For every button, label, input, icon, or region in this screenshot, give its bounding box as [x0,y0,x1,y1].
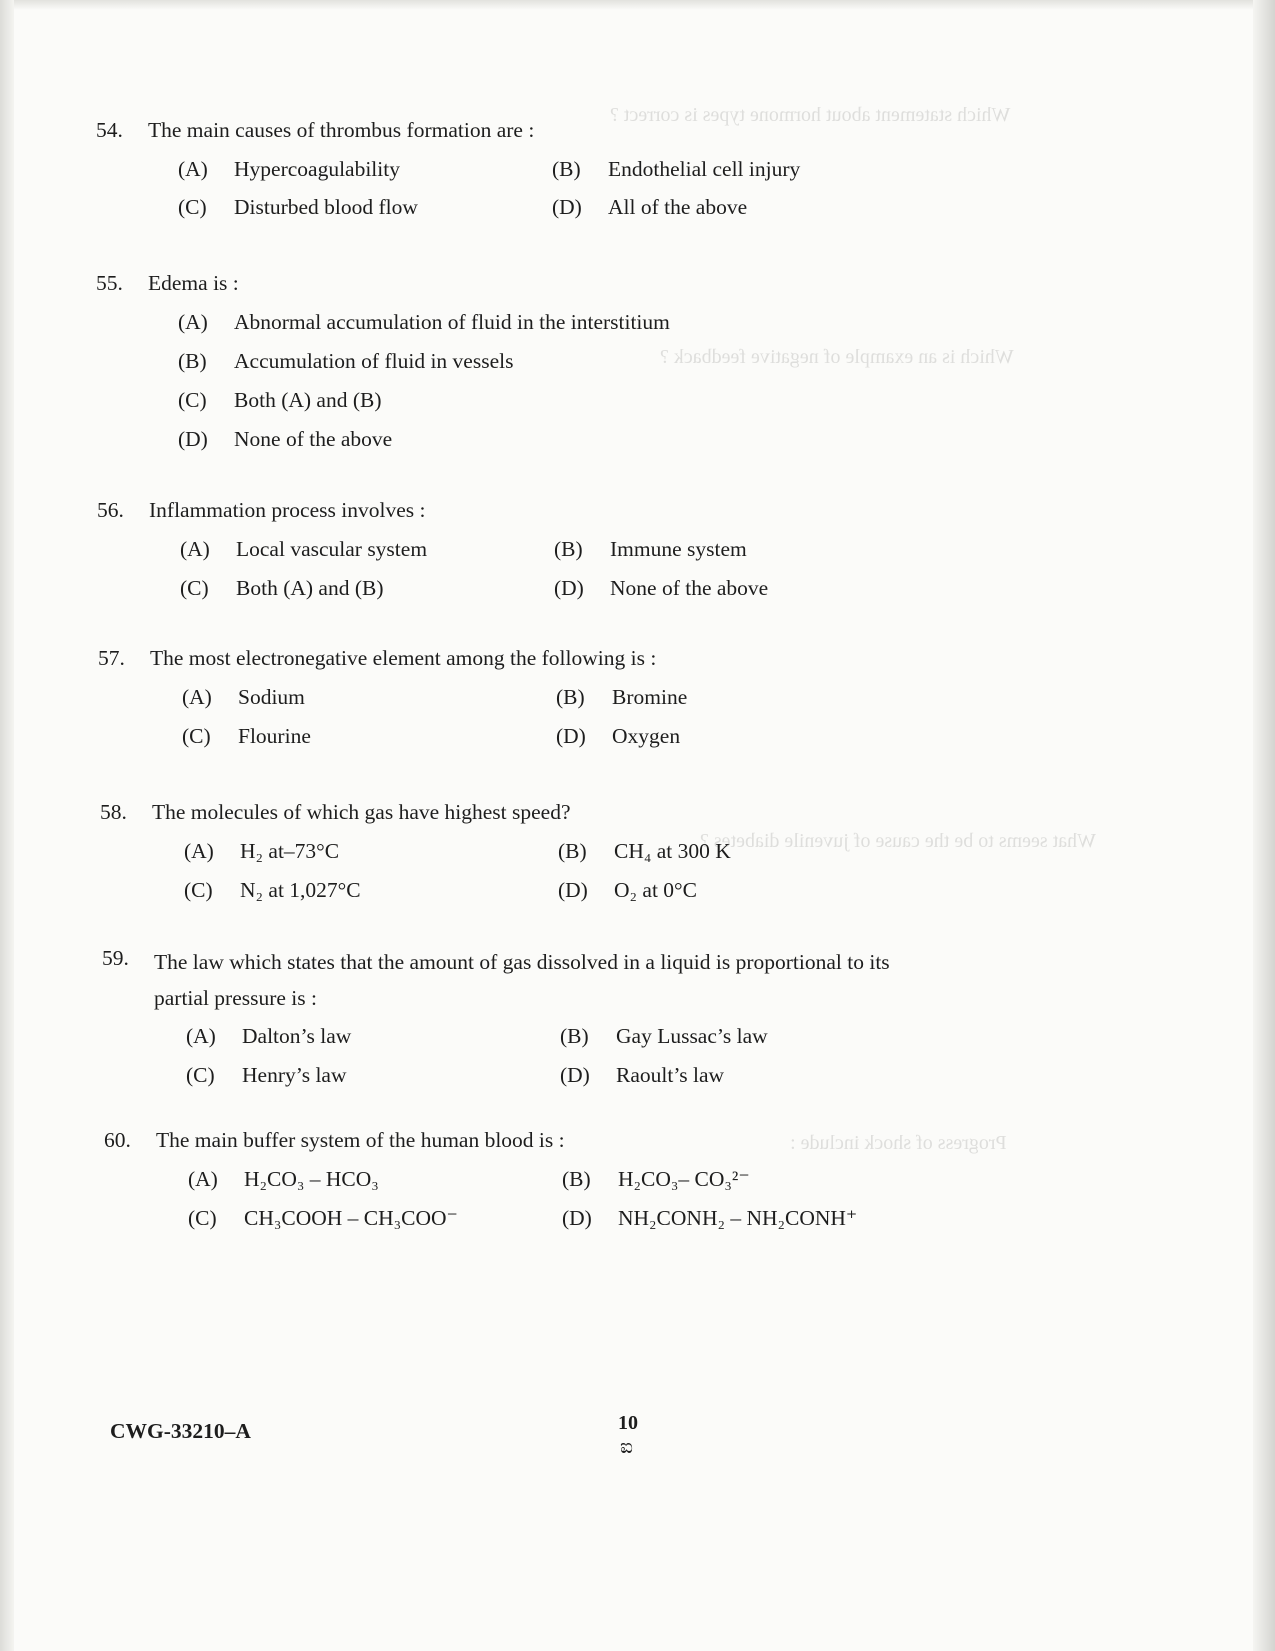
option-d[interactable] [558,876,697,904]
question-58 [100,798,1100,904]
question-55 [96,269,1096,453]
question-56 [97,496,1097,602]
option-d[interactable] [554,574,768,602]
option-d[interactable] [562,1204,857,1232]
option-text: Bromine [612,685,688,709]
option-letter: (A) [178,157,208,181]
option-letter: (A) [184,839,214,863]
option-text: O₂ at 0°C [614,878,697,902]
question-text: The most electronegative element among the following is : [150,646,657,670]
option-letter: (A) [182,685,212,709]
bleed-through-text: Which statement about hormone types is correct ? [610,104,1011,126]
option-a[interactable] [180,535,554,563]
option-b[interactable] [552,155,800,183]
option-letter: (D) [562,1206,592,1230]
option-a[interactable] [188,1165,562,1193]
question-text: The main buffer system of the human blood is : [156,1128,565,1152]
option-letter: (B) [558,839,587,863]
option-letter: (D) [552,195,582,219]
option-a[interactable] [182,683,556,711]
option-text: None of the above [610,576,769,600]
option-text: H₂ at–73°C [240,839,340,863]
option-letter: (C) [180,576,209,600]
option-c[interactable] [180,574,554,602]
option-letter: (B) [178,349,207,373]
option-text: Oxygen [612,724,681,748]
option-letter: (D) [558,878,588,902]
option-c[interactable] [186,1061,560,1089]
option-letter: (B) [560,1024,589,1048]
question-54 [96,116,1096,221]
question-60 [104,1126,1104,1232]
option-text: Henry’s law [242,1063,347,1087]
option-c[interactable] [178,193,552,221]
option-b[interactable] [556,683,687,711]
option-letter: (C) [178,195,207,219]
option-text: All of the above [608,195,748,219]
option-letter: (B) [556,685,585,709]
option-text: Disturbed blood flow [234,195,418,219]
option-d[interactable] [178,425,1078,453]
option-text: CH₃COOH – CH₃COO⁻ [244,1206,458,1230]
bleed-through-text: What seems to be the cause of juvenile diabetes ? [700,830,1096,852]
scan-edge-left [0,0,14,1651]
question-text: The law which states that the amount of gas dissolved in a liquid is proportional to its partial pressure is : [154,950,890,1010]
option-letter: (A) [186,1024,216,1048]
option-b[interactable] [558,837,731,865]
question-number: 60. [104,1128,131,1152]
option-c[interactable] [182,722,556,750]
option-c[interactable] [178,386,1078,414]
question-number: 58. [100,800,127,824]
question-text: The main causes of thrombus formation are : [148,118,535,142]
option-letter: (D) [178,427,208,451]
option-text: Raoult’s law [616,1063,725,1087]
option-text: None of the above [234,427,393,451]
option-text: Local vascular system [236,537,428,561]
option-c[interactable] [188,1204,562,1232]
option-d[interactable] [560,1061,724,1089]
option-text: CH₄ at 300 K [614,839,731,863]
scan-edge-right [1253,0,1275,1651]
question-number: 59. [102,946,129,970]
question-number: 56. [97,498,124,522]
option-text: H₂CO₃– CO₃²⁻ [618,1167,750,1191]
option-text: Both (A) and (B) [236,576,384,600]
option-text: Accumulation of fluid in vessels [234,349,514,373]
option-d[interactable] [552,193,747,221]
option-text: Endothelial cell injury [608,157,801,181]
bleed-through-text: Progress of shock include : [790,1132,1007,1154]
page-number: 10 [618,1412,638,1434]
option-letter: (D) [554,576,584,600]
option-letter: (D) [560,1063,590,1087]
option-letter: (D) [556,724,586,748]
option-letter: (C) [188,1206,217,1230]
question-57 [98,644,1098,750]
question-59 [102,944,1102,1089]
scan-edge-top [0,0,1275,10]
exam-code: CWG-33210–A [110,1419,251,1443]
option-b[interactable] [554,535,747,563]
option-text: Abnormal accumulation of fluid in the interstitium [234,310,670,334]
option-letter: (A) [178,310,208,334]
option-letter: (C) [184,878,213,902]
option-text: Flourine [238,724,311,748]
bleed-through-text: Which is an example of negative feedback ? [660,346,1014,368]
option-b[interactable] [178,347,1078,375]
option-text: N₂ at 1,027°C [240,878,361,902]
option-b[interactable] [562,1165,750,1193]
question-number: 57. [98,646,125,670]
question-number: 55. [96,271,123,295]
option-letter: (C) [178,388,207,412]
option-text: H₂CO₃ – HCO₃ [244,1167,379,1191]
option-letter: (A) [188,1167,218,1191]
option-a[interactable] [186,1022,560,1050]
option-a[interactable] [178,155,552,183]
option-c[interactable] [184,876,558,904]
option-text: Gay Lussac’s law [616,1024,768,1048]
question-text: The molecules of which gas have highest speed? [152,800,571,824]
option-letter: (B) [552,157,581,181]
option-text: Hypercoagulability [234,157,400,181]
option-text: NH₂CONH₂ – NH₂CONH⁺ [618,1206,858,1230]
option-text: Both (A) and (B) [234,388,382,412]
option-letter: (C) [186,1063,215,1087]
option-text: Sodium [238,685,305,709]
option-text: Dalton’s law [242,1024,352,1048]
option-letter: (A) [180,537,210,561]
page-mark: ಐ [620,1434,633,1458]
option-d[interactable] [556,722,680,750]
option-letter: (B) [554,537,583,561]
option-a[interactable] [184,837,558,865]
option-a[interactable] [178,308,1078,336]
question-text: Inflammation process involves : [149,498,426,522]
option-text: Immune system [610,537,747,561]
question-number: 54. [96,118,123,142]
option-letter: (B) [562,1167,591,1191]
option-b[interactable] [560,1022,768,1050]
option-letter: (C) [182,724,211,748]
question-text: Edema is : [148,271,239,295]
